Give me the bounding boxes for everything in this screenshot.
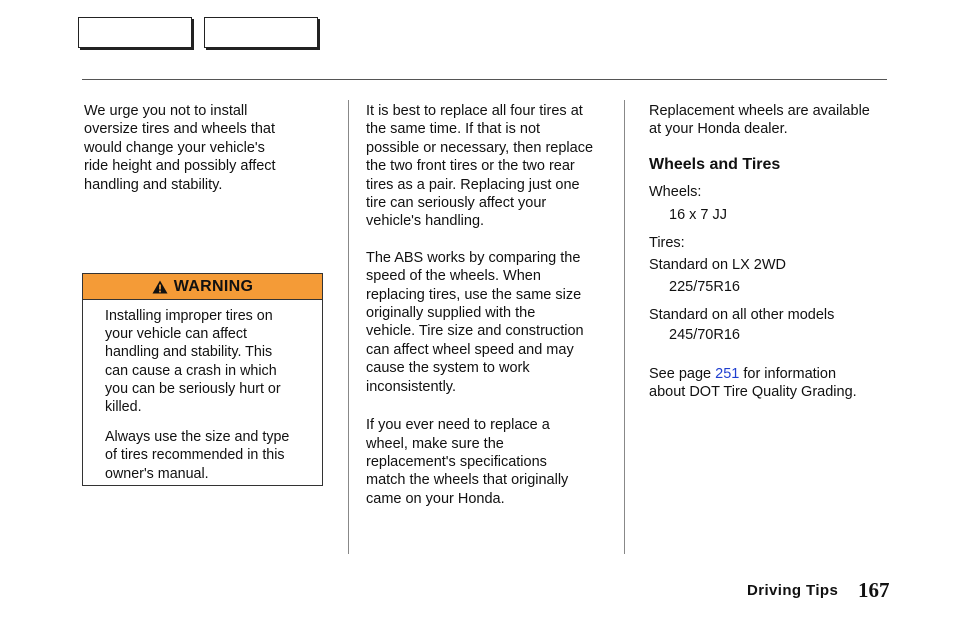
abs-paragraph: The ABS works by comparing the speed of the wheels. When replacing tires, use the same size originally supplied with the vehicle. Tire size and construction can affect wheel speed and may cause the system to work inconsistently. — [366, 249, 584, 395]
standard-lx-value: 225/75R16 — [669, 278, 740, 295]
warning-box — [82, 273, 323, 486]
warning-header — [83, 274, 322, 300]
page-251-link[interactable]: 251 — [715, 366, 740, 383]
left-column — [84, 102, 329, 194]
see-page-prefix: See page — [649, 366, 716, 383]
previous-page-button[interactable] — [78, 17, 192, 48]
right-column — [649, 102, 899, 402]
warning-title: WARNING — [173, 277, 254, 295]
warning-paragraph-1: Installing improper tires on your vehicle can affect handling and stability. This can cause a crash in which you can be seriously hurt or killed. — [105, 308, 281, 416]
footer-section-title: Driving Tips — [747, 582, 839, 599]
warning-body — [83, 300, 322, 483]
warning-paragraph-2: Always use the size and type of tires recommended in this owner's manual. — [105, 429, 290, 482]
tires-label: Tires: — [649, 235, 685, 252]
column-divider-left — [348, 100, 349, 554]
wheels-label: Wheels: — [649, 184, 702, 201]
standard-other-value: 245/70R16 — [669, 326, 740, 343]
next-page-button[interactable] — [204, 17, 318, 48]
replace-wheel-paragraph: If you ever need to replace a wheel, make sure the replacement's specifications match the wheels that originally came on your Honda. — [366, 417, 569, 507]
oversize-tires-paragraph: We urge you not to install oversize tires and wheels that would change your vehicle's ride height and possibly affect handling and stability. — [84, 103, 276, 193]
see-page-line — [649, 365, 899, 383]
see-page-suffix: for information — [739, 366, 837, 383]
warning-triangle-icon — [152, 280, 168, 294]
wheels-value: 16 x 7 JJ — [669, 206, 728, 223]
wheels-tires-heading: Wheels and Tires — [649, 155, 781, 173]
standard-lx-label: Standard on LX 2WD — [649, 257, 787, 274]
page-number: 167 — [858, 578, 890, 602]
replace-tires-paragraph: It is best to replace all four tires at the same time. If that is not possible or necessary, then replace the two front tires or the two rear tires as a pair. Replacing just one tire can seriously affect your vehicle's handling. — [366, 103, 594, 230]
see-page-line-2: about DOT Tire Quality Grading. — [649, 384, 857, 401]
standard-other-label: Standard on all other models — [649, 307, 835, 324]
replacement-wheels-paragraph: Replacement wheels are available at your Honda dealer. — [649, 103, 870, 138]
header-divider — [82, 79, 887, 80]
column-divider-right — [624, 100, 625, 554]
middle-column — [366, 102, 616, 508]
